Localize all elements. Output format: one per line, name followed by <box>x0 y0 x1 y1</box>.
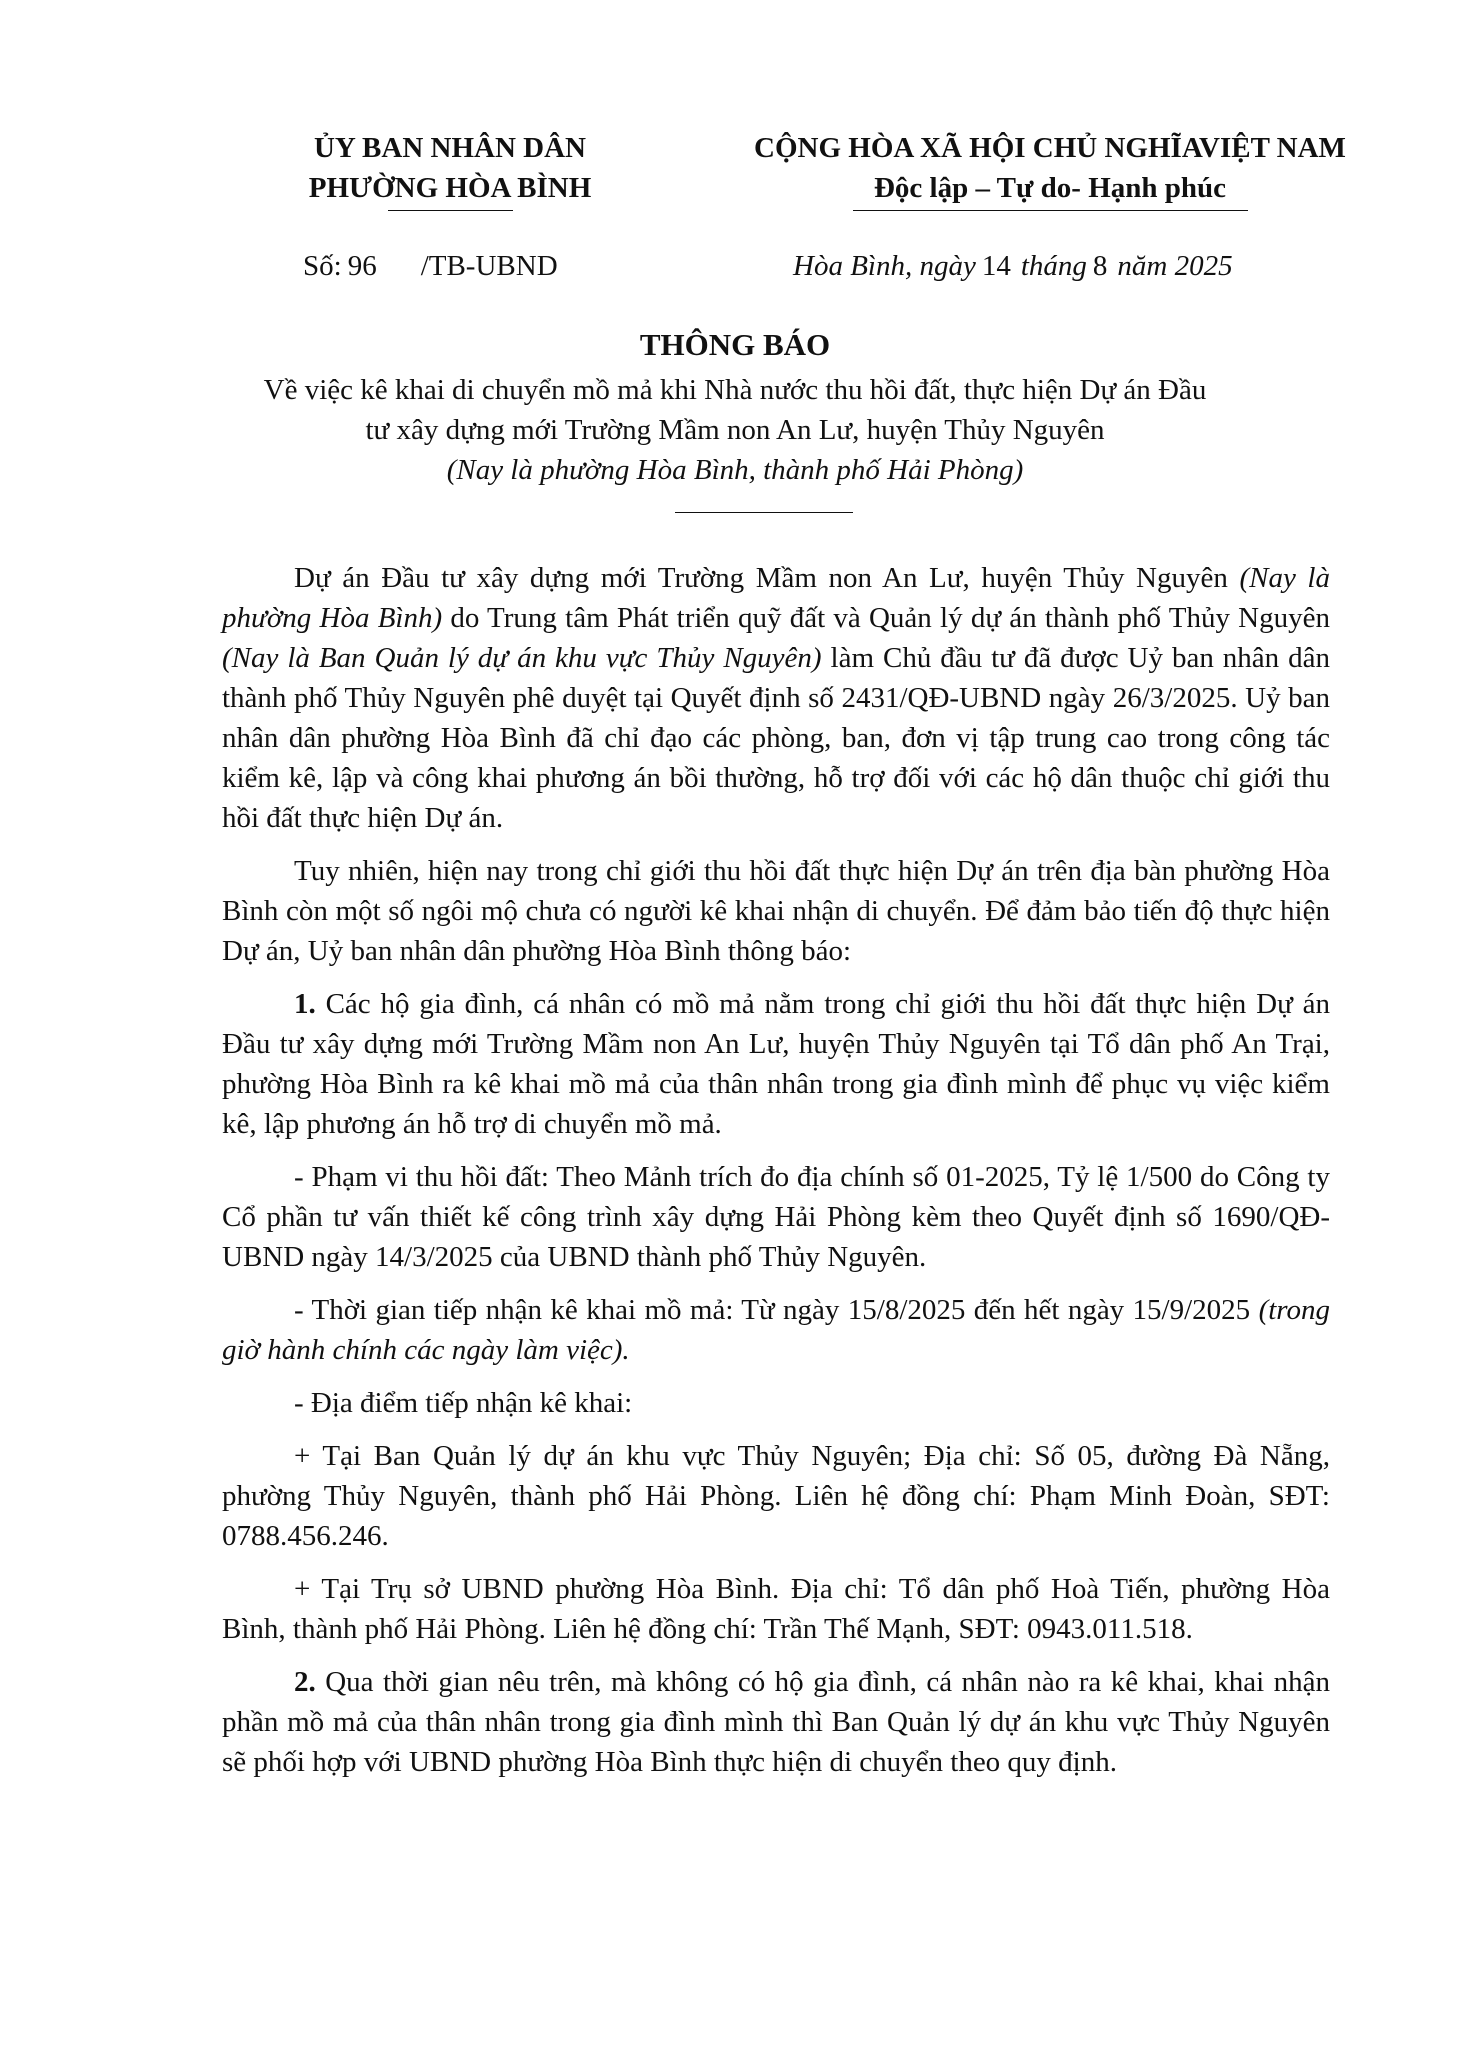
document-number <box>303 250 558 283</box>
item-1-number: 1. <box>294 988 316 1020</box>
item-2-text: Qua thời gian nêu trên, mà không có hộ gia đình, cá nhân nào ra kê khai, khai nhận phần mồ mả của thân nhân trong gia đình mình thì Ban Quản lý dự án khu vực Thủy Nguyên sẽ phối hợp với UBND phường Hòa Bình thực hiện di chuyển theo quy định. <box>222 1666 1330 1778</box>
subject-line-2: tư xây dựng mới Trường Mầm non An Lư, huyện Thủy Nguyên <box>365 414 1105 446</box>
motto-underline <box>853 210 1248 211</box>
title-divider <box>675 512 853 513</box>
p1-text-a: Dự án Đầu tư xây dựng mới Trường Mầm non An Lư, huyện Thủy Nguyên <box>294 562 1240 594</box>
document-title: THÔNG BÁO <box>639 327 831 362</box>
national-motto-header <box>700 128 1400 211</box>
p1-text-d: (Nay là Ban Quản lý dự án khu vực Thủy Nguyên) <box>222 642 822 674</box>
p1-text-c: do Trung tâm Phát triển quỹ đất và Quản lý dự án thành phố Thủy Nguyên <box>442 602 1330 634</box>
p1-text-b: (Nay là phường Hòa Bình) <box>222 562 1330 634</box>
authority-underline <box>388 210 513 211</box>
doc-number-code: /TB-UBND <box>420 250 558 282</box>
motto: Độc lập – Tự do- Hạnh phúc <box>873 172 1227 204</box>
item-1-text: Các hộ gia đình, cá nhân có mồ mả nằm trong chỉ giới thu hồi đất thực hiện Dự án Đầu tư xây dựng mới Trường Mầm non An Lư, huyện Thủy Nguyên tại Tổ dân phố An Trại, phường Hòa Bình ra kê khai mồ mả của thân nhân trong gia đình mình để phục vụ việc kiểm kê, lập phương án hỗ trợ di chuyển mồ mả. <box>222 988 1330 1140</box>
doc-number-value: 96 <box>347 250 377 282</box>
document-subject <box>235 370 1235 490</box>
p1-text-e: làm Chủ đầu tư đã được Uỷ ban nhân dân thành phố Thủy Nguyên phê duyệt tại Quyết định số 2431/QĐ-UBND ngày 26/3/2025. Uỷ ban nhân dân phường Hòa Bình đã chỉ đạo các phòng, ban, đơn vị tập trung cao trong công tác kiểm kê, lập và công khai phương án bồi thường, hỗ trợ đối với các hộ dân thuộc chỉ giới thu hồi đất thực hiện Dự án. <box>222 642 1330 834</box>
paragraph-item-1 <box>222 984 1330 1144</box>
country-name: CỘNG HÒA XÃ HỘI CHỦ NGHĨAVIỆT NAM <box>754 132 1346 164</box>
date-line <box>793 250 1233 283</box>
paragraph-location-2: + Tại Trụ sở UBND phường Hòa Bình. Địa chỉ: Tổ dân phố Hoà Tiến, phường Hòa Bình, thành phố Hải Phòng. Liên hệ đồng chí: Trần Thế Mạnh, SĐT: 0943.011.518. <box>222 1573 1330 1645</box>
issuing-authority-header <box>280 128 620 211</box>
p5-text-a: - Thời gian tiếp nhận kê khai mồ mả: Từ ngày 15/8/2025 đến hết ngày 15/9/2025 <box>294 1294 1259 1326</box>
date-place-day: Hòa Bình, ngày <box>793 250 976 282</box>
subject-line-3: (Nay là phường Hòa Bình, thành phố Hải Phòng) <box>446 454 1024 486</box>
date-month: 8 <box>1092 250 1108 282</box>
paragraph-location-heading: - Địa điểm tiếp nhận kê khai: <box>294 1387 633 1419</box>
paragraph-situation: Tuy nhiên, hiện nay trong chỉ giới thu hồi đất thực hiện Dự án trên địa bàn phường Hòa Bình còn một số ngôi mộ chưa có người kê khai nhận di chuyển. Để đảm bảo tiến độ thực hiện Dự án, Uỷ ban nhân dân phường Hòa Bình thông báo: <box>222 855 1330 967</box>
item-2-number: 2. <box>294 1666 316 1698</box>
paragraph-land-scope: - Phạm vi thu hồi đất: Theo Mảnh trích đo địa chính số 01-2025, Tỷ lệ 1/500 do Công ty Cổ phần tư vấn thiết kế công trình xây dựng Hải Phòng kèm theo Quyết định số 1690/QĐ-UBND ngày 14/3/2025 của UBND thành phố Thủy Nguyên. <box>222 1161 1330 1273</box>
paragraph-reception-time <box>222 1290 1330 1370</box>
paragraph-item-2 <box>222 1662 1330 1782</box>
authority-line-1: ỦY BAN NHÂN DÂN <box>313 132 586 164</box>
doc-number-prefix: Số: <box>303 250 342 282</box>
authority-line-2: PHƯỜNG HÒA BÌNH <box>308 172 592 204</box>
paragraph-project-intro <box>222 558 1330 838</box>
paragraph-location-1: + Tại Ban Quản lý dự án khu vực Thủy Nguyên; Địa chỉ: Số 05, đường Đà Nẵng, phường Thủy Nguyên, thành phố Hải Phòng. Liên hệ đồng chí: Phạm Minh Đoàn, SĐT: 0788.456.246. <box>222 1440 1330 1552</box>
date-day: 14 <box>981 250 1011 282</box>
date-year: năm 2025 <box>1117 250 1233 282</box>
subject-line-1: Về việc kê khai di chuyển mồ mả khi Nhà nước thu hồi đất, thực hiện Dự án Đầu <box>263 374 1207 406</box>
document-body <box>222 558 1330 1795</box>
date-month-label: tháng <box>1020 250 1087 282</box>
p5-text-b: (trong giờ hành chính các ngày làm việc). <box>222 1294 1330 1366</box>
